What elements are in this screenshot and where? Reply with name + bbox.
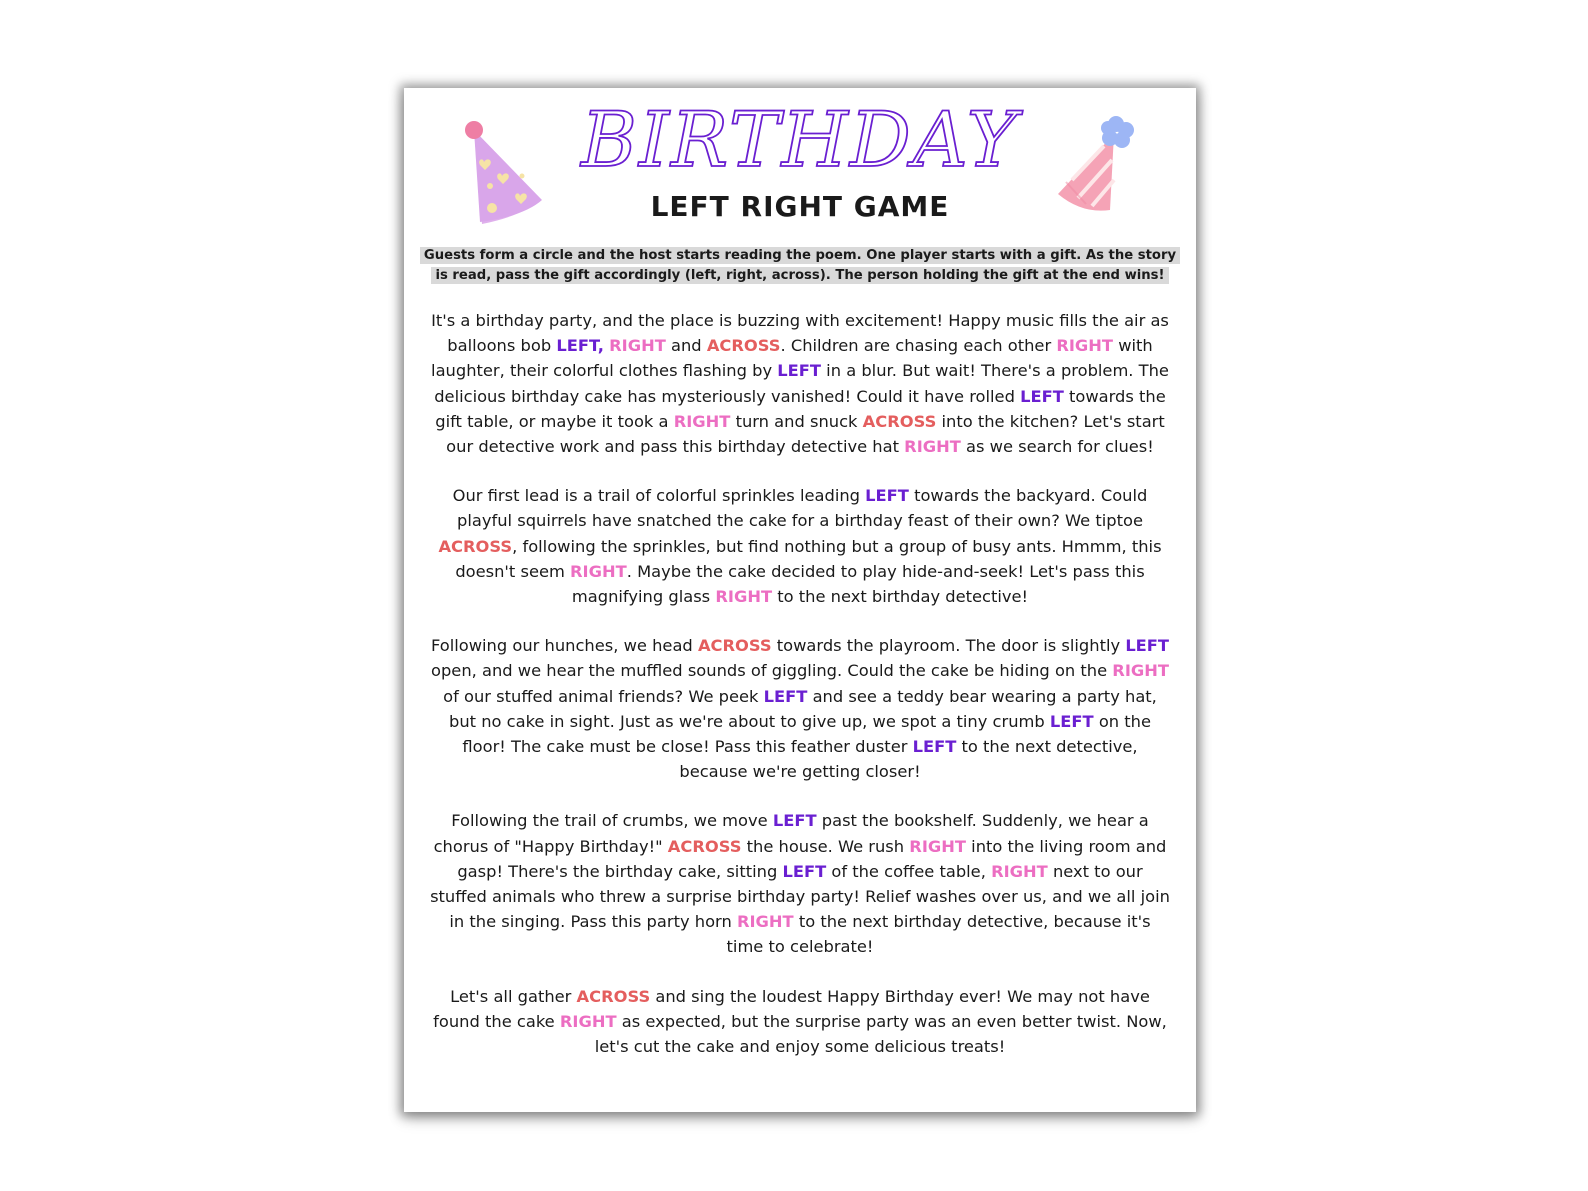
direction-keyword-right: RIGHT bbox=[609, 336, 666, 356]
direction-keyword-left: LEFT, bbox=[556, 336, 604, 356]
story-text-segment: , following the sprinkles, but find nothing but a group of busy ants. Hmmm, this doesn't seem bbox=[455, 536, 1162, 581]
direction-keyword-right: RIGHT bbox=[570, 561, 627, 581]
story-text-segment: to the next detective, because we're getting closer! bbox=[679, 737, 1138, 782]
direction-keyword-right: RIGHT bbox=[991, 861, 1048, 881]
story-paragraph bbox=[430, 483, 1170, 609]
direction-keyword-right: RIGHT bbox=[904, 437, 961, 457]
direction-keyword-left: LEFT bbox=[1049, 711, 1094, 731]
direction-keyword-right: RIGHT bbox=[1056, 336, 1114, 356]
instructions-text: Guests form a circle and the host starts reading the poem. One player starts with a gift. As the story is read, pass the gift accordingly (left, right, across). The person holding the gift at the end wins! bbox=[420, 247, 1180, 284]
story-text bbox=[430, 308, 1170, 1083]
story-text-segment: and see a teddy bear wearing a party hat, but no cake in sight. Just as we're about to give up, we spot a tiny crumb bbox=[448, 686, 1157, 731]
story-text-segment: to the next birthday detective! bbox=[772, 587, 1029, 607]
direction-keyword-across: ACROSS bbox=[438, 536, 513, 556]
story-text-segment: towards the playroom. The door is slightly bbox=[771, 636, 1126, 656]
direction-keyword-right: RIGHT bbox=[559, 1011, 617, 1031]
story-text-segment: into the kitchen? Let's start our detective work and pass this birthday detective hat bbox=[446, 411, 1165, 457]
story-text-segment: on the floor! The cake must be close! Pass this feather duster bbox=[462, 711, 1151, 757]
story-text-segment: Our first lead is a trail of colorful sprinkles leading bbox=[452, 486, 866, 506]
direction-keyword-left: LEFT bbox=[1020, 386, 1064, 406]
game-sheet bbox=[404, 88, 1196, 1112]
story-text-segment: to the next birthday detective, because it's time to celebrate! bbox=[726, 912, 1151, 957]
story-text-segment: turn and snuck bbox=[730, 411, 863, 431]
direction-keyword-across: ACROSS bbox=[706, 336, 781, 356]
story-text-segment: into the living room and gasp! There's the birthday cake, sitting bbox=[457, 836, 1167, 881]
direction-keyword-left: LEFT bbox=[865, 486, 909, 506]
direction-keyword-left: LEFT bbox=[763, 686, 808, 706]
direction-keyword-right: RIGHT bbox=[909, 836, 966, 856]
direction-keyword-across: ACROSS bbox=[697, 636, 772, 656]
story-paragraph bbox=[430, 633, 1170, 784]
direction-keyword-right: RIGHT bbox=[715, 587, 773, 607]
story-text-segment: with laughter, their colorful clothes flashing by bbox=[431, 336, 1153, 381]
direction-keyword-right: RIGHT bbox=[673, 411, 731, 431]
story-text-segment: in a blur. But wait! There's a problem. The delicious birthday cake has mysteriously vanished! Could it have rolled bbox=[434, 361, 1169, 406]
story-text-segment: Following the trail of crumbs, we move bbox=[451, 811, 773, 831]
story-text-segment: . Children are chasing each other bbox=[780, 336, 1057, 356]
story-text-segment: as expected, but the surprise party was an even better twist. Now, let's cut the cake and enjoy some delicious treats! bbox=[594, 1011, 1167, 1057]
story-text-segment: Following our hunches, we head bbox=[430, 636, 698, 656]
direction-keyword-across: ACROSS bbox=[862, 411, 937, 431]
story-paragraph bbox=[430, 808, 1170, 959]
page-title: BIRTHDAY bbox=[581, 95, 1019, 184]
direction-keyword-left: LEFT bbox=[777, 361, 821, 381]
story-text-segment: and sing the loudest Happy Birthday ever! We may not have found the cake bbox=[433, 986, 1150, 1031]
direction-keyword-across: ACROSS bbox=[667, 836, 742, 856]
direction-keyword-left: LEFT bbox=[782, 861, 827, 881]
direction-keyword-across: ACROSS bbox=[576, 986, 651, 1006]
direction-keyword-left: LEFT bbox=[912, 737, 957, 757]
story-text-segment: . Maybe the cake decided to play hide-and-seek! Let's pass this magnifying glass bbox=[571, 561, 1145, 607]
story-text-segment: open, and we hear the muffled sounds of giggling. Could the cake be hiding on the bbox=[431, 661, 1113, 681]
page-subtitle: LEFT RIGHT GAME bbox=[650, 190, 950, 223]
story-paragraph bbox=[430, 984, 1170, 1060]
story-text-segment: as we search for clues! bbox=[960, 437, 1154, 457]
direction-keyword-right: RIGHT bbox=[736, 912, 794, 932]
story-text-segment: and bbox=[665, 336, 707, 356]
story-text-segment: of the coffee table, bbox=[826, 861, 992, 881]
game-instructions bbox=[418, 246, 1182, 286]
story-text-segment: towards the gift table, or maybe it took a bbox=[435, 386, 1166, 431]
direction-keyword-left: LEFT bbox=[1125, 636, 1170, 656]
party-hat-pink-icon bbox=[1052, 110, 1142, 218]
story-text-segment: past the bookshelf. Suddenly, we hear a chorus of "Happy Birthday!" bbox=[433, 811, 1149, 856]
story-text-segment: towards the backyard. Could playful squirrels have snatched the cake for a birthday feast of their own? We tiptoe bbox=[457, 486, 1148, 531]
story-text-segment: of our stuffed animal friends? We peek bbox=[443, 686, 764, 706]
story-text-segment: It's a birthday party, and the place is buzzing with excitement! Happy music fills the air as balloons bob bbox=[431, 311, 1169, 356]
direction-keyword-left: LEFT bbox=[772, 811, 817, 831]
story-paragraph bbox=[430, 308, 1170, 459]
direction-keyword-right: RIGHT bbox=[1112, 661, 1169, 681]
story-text-segment: the house. We rush bbox=[741, 836, 910, 856]
story-text-segment: Let's all gather bbox=[450, 986, 577, 1006]
story-text-segment: next to our stuffed animals who threw a surprise birthday party! Relief washes over us, and we all join in the singing. Pass this party horn bbox=[430, 861, 1170, 932]
